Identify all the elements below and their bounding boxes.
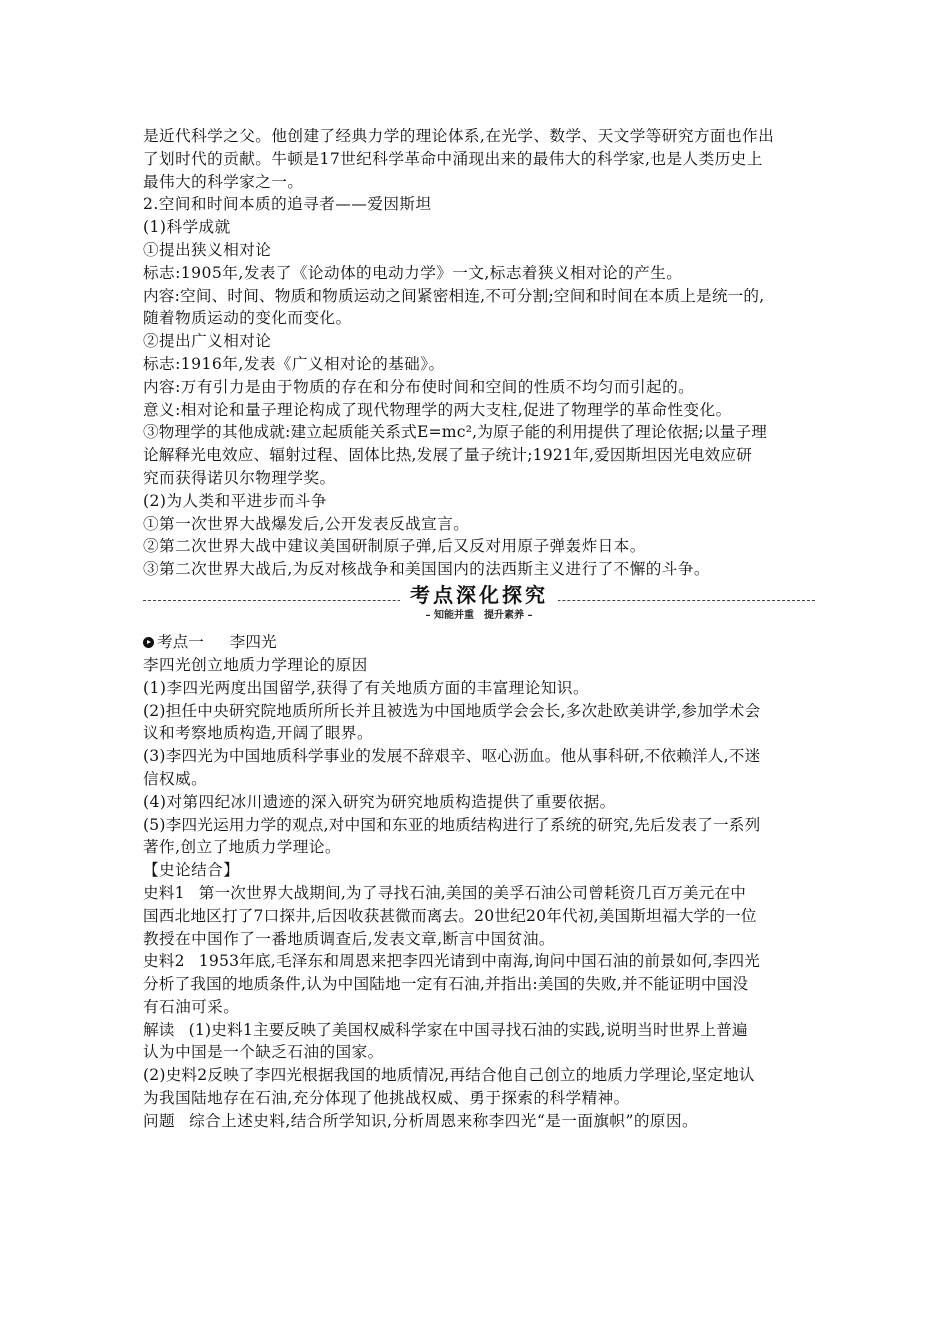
text-line: (4)对第四纪冰川遗迹的深入研究为研究地质构造提供了重要依据。 [143,792,616,811]
text-line: 内容:万有引力是由于物质的存在和分布使时间和空间的性质不均匀而引起的。 [143,377,695,396]
shiliao-2 [143,950,815,1018]
text-line: 内容:空间、时间、物质和物质运动之间紧密相连,不可分割;空间和时间在本质上是统一的, [143,286,765,305]
text-line: 意义:相对论和量子理论构成了现代物理学的两大支柱,促进了物理学的革命性变化。 [143,400,732,419]
text-line: ①第一次世界大战爆发后,公开发表反战宣言。 [143,514,470,533]
text-line: 著作,创立了地质力学理论。 [143,838,341,857]
text-line: 是近代科学之父。他创建了经典力学的理论体系,在光学、数学、天文学等研究方面也作出 [143,127,775,145]
section-lisiguang [143,654,815,882]
text-line: 议和考察地质构造,开阔了眼界。 [143,724,374,743]
section-banner [143,583,815,631]
text-line: (2)担任中央研究院地质所所长并且被选为中国地质学会会长,多次赴欧美讲学,参加学术会 [143,701,761,720]
text-line: 分析了我国的地质条件,认为中国陆地一定有石油,并指出:美国的失败,并不能证明中国没 [143,975,749,994]
jiedu [143,1019,815,1110]
kaodian-label: 考点一 [157,632,204,651]
text-line: 2.空间和时间本质的追寻者——爱因斯坦 [143,195,432,214]
text-line: (1)李四光两度出国留学,获得了有关地质方面的丰富理论知识。 [143,678,589,697]
text-line: ①提出狭义相对论 [143,240,272,259]
text-line: (1)科学成就 [143,218,231,237]
text-line: 问题 综合上述史料,结合所学知识,分析周恩来称李四光“是一面旗帜”的原因。 [143,1111,699,1130]
kaodian-name: 李四光 [229,632,277,651]
text-line: 论解释光电效应、辐射过程、固体比热,发展了量子统计;1921年,爱因斯坦因光电效应研 [143,446,753,465]
kaodian-heading [143,631,815,654]
text-line: ③物理学的其他成就:建立起质能关系式E=mc²,为原子能的利用提供了理论依据;以量子理 [143,423,768,442]
text-line: 标志:1905年,发表了《论动体的电动力学》一文,标志着狭义相对论的产生。 [143,263,683,282]
shiliao-2-label: 史料2 [143,952,185,971]
text-line: ③第二次世界大战后,为反对核战争和美国国内的法西斯主义进行了不懈的斗争。 [143,560,710,579]
shiliao-1-label: 史料1 [143,883,185,902]
text-line: 了划时代的贡献。牛顿是17世纪科学革命中涌现出来的最伟大的科学家,也是人类历史上 [143,149,763,168]
play-circle-icon [143,637,154,648]
text-line: 随着物质运动的变化而变化。 [143,309,352,328]
banner-subtitle-right: 提升素养 – [484,609,533,621]
text-line: 李四光创立地质力学理论的原因 [143,655,368,674]
text-line: 为我国陆地存在石油,充分体现了他挑战权威、勇于探索的科学精神。 [143,1089,630,1108]
text-line: (2)史料2反映了李四光根据我国的地质情况,再结合他自己创立的地质力学理论,坚定地认 [143,1066,755,1085]
text-line: 解读 (1)史料1主要反映了美国权威科学家在中国寻找石油的实践,说明当时世界上普遍 [143,1020,748,1039]
text-line: (3)李四光为中国地质科学事业的发展不辞艰辛、呕心沥血。他从事科研,不依赖洋人,不迷 [143,747,761,766]
banner-subtitle-left: – 知能并重 [425,609,474,621]
text-line: 认为中国是一个缺乏石油的国家。 [143,1043,384,1062]
section-einstein [143,125,815,581]
wenti-label: 问题 [143,1111,176,1130]
text-line: ②第二次世界大战中建议美国研制原子弹,后又反对用原子弹轰炸日本。 [143,537,646,556]
shiliao-1 [143,882,815,950]
text-line: 国西北地区打了7口探井,后因收获甚微而离去。20世纪20年代初,美国斯坦福大学的一位 [143,906,757,925]
text-line: 最伟大的科学家之一。 [143,172,304,191]
text-line: 史料2 1953年底,毛泽东和周恩来把李四光请到中南海,询问中国石油的前景如何,李四光 [143,952,761,971]
text-line: (5)李四光运用力学的观点,对中国和东亚的地质结构进行了系统的研究,先后发表了一系列 [143,815,761,834]
text-line: 教授在中国作了一番地质调查后,发表文章,断言中国贫油。 [143,929,555,948]
banner-subtitle [143,610,815,622]
wenti [143,1110,815,1133]
text-line: ②提出广义相对论 [143,332,272,351]
text-line: (2)为人类和平进步而斗争 [143,491,327,510]
text-line: 有石油可采。 [143,997,240,1016]
page-content [143,125,815,1133]
text-line: 究而获得诺贝尔物理学奖。 [143,468,336,487]
text-line: 史料1 第一次世界大战期间,为了寻找石油,美国的美孚石油公司曾耗资几百万美元在中 [143,883,747,902]
banner-title: 考点深化探究 [400,583,558,607]
text-line: 信权威。 [143,769,208,788]
text-line: 标志:1916年,发表《广义相对论的基础》。 [143,354,445,373]
section-heading-shilun: 【史论结合】 [143,861,240,880]
jiedu-label: 解读 [143,1020,175,1039]
